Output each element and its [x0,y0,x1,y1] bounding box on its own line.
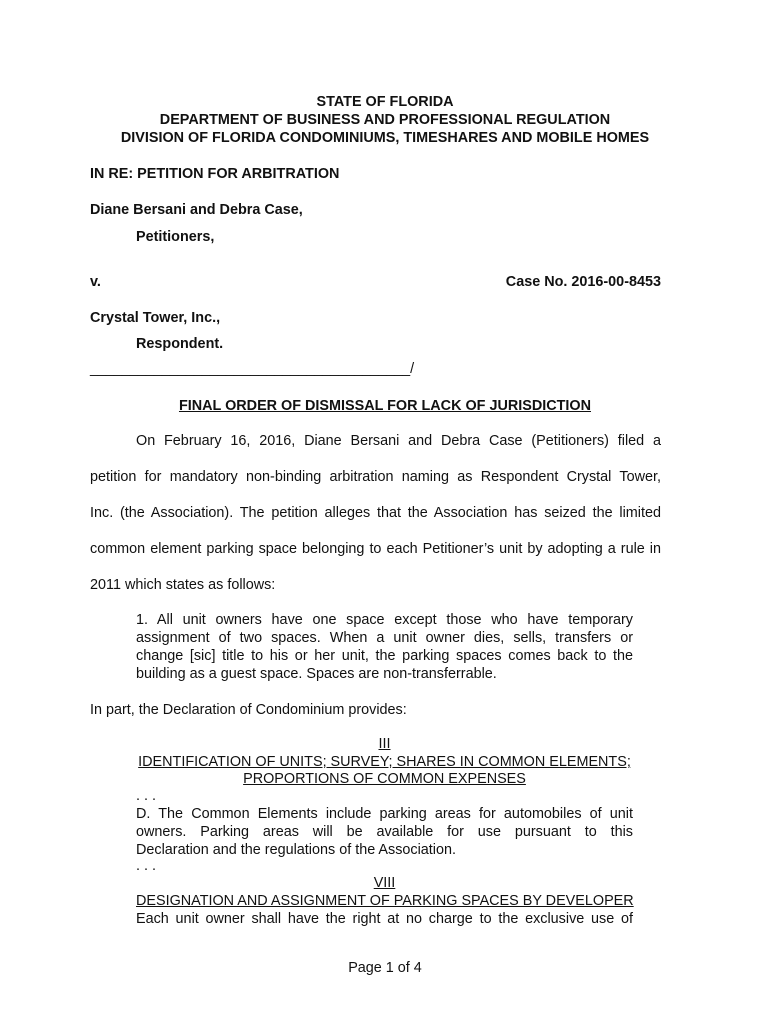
header-state: STATE OF FLORIDA [316,94,454,110]
caption-separator: ________________________________________/ [90,361,415,377]
quote-1-line-2: assignment of two spaces. When a unit owner dies, sells, transfers or [136,630,633,646]
page-number: Page 1 of 4 [348,960,422,976]
caption-in-re: IN RE: PETITION FOR ARBITRATION [90,166,340,182]
caption-petitioners-names: Diane Bersani and Debra Case, [90,202,303,218]
paragraph-1-line-3: Inc. (the Association). The petition alleges that the Association has seized the limited [90,505,661,521]
paragraph-1-line-4: common element parking space belonging to each Petitioner’s unit by adopting a rule in [90,541,661,557]
quote-1-line-1: 1. All unit owners have one space except those who have temporary [136,612,633,628]
quote-2-ellipsis-1: . . . [136,788,156,804]
quote-1-line-4: building as a guest space. Spaces are non-transferrable. [136,666,497,682]
quote-2-heading-number: III [378,736,391,752]
quote-2-heading-line-2: PROPORTIONS OF COMMON EXPENSES [243,771,526,787]
quote-1-line-3: change [sic] title to his or her unit, the parking spaces comes back to the [136,648,633,664]
case-number: Case No. 2016-00-8453 [505,274,661,290]
quote-2-text-line-1: D. The Common Elements include parking areas for automobiles of unit [136,806,633,822]
caption-versus: v. [90,274,101,290]
caption-respondent-label: Respondent. [136,336,224,352]
quote-2-heading-2-title: DESIGNATION AND ASSIGNMENT OF PARKING SPACES BY DEVELOPER [136,893,634,909]
quote-2-heading-line-1: IDENTIFICATION OF UNITS; SURVEY; SHARES IN COMMON ELEMENTS; [138,754,631,770]
quote-2-text-line-2: owners. Parking areas will be available for use pursuant to this [136,824,633,840]
caption-respondent-name: Crystal Tower, Inc., [90,310,221,326]
header-department: DEPARTMENT OF BUSINESS AND PROFESSIONAL REGULATION [159,112,611,128]
quote-2-ellipsis-2: . . . [136,858,156,874]
paragraph-1-line-2: petition for mandatory non-binding arbitration naming as Respondent Crystal Tower, [90,469,661,485]
quote-2-text-line-3: Declaration and the regulations of the Association. [136,842,456,858]
paragraph-2: In part, the Declaration of Condominium provides: [90,702,407,718]
paragraph-1-line-5: 2011 which states as follows: [90,577,276,593]
paragraph-1-line-1: On February 16, 2016, Diane Bersani and Debra Case (Petitioners) filed a [136,433,661,449]
order-title: FINAL ORDER OF DISMISSAL FOR LACK OF JURISDICTION [178,398,591,414]
caption-petitioners-label: Petitioners, [136,229,215,245]
header-division: DIVISION OF FLORIDA CONDOMINIUMS, TIMESHARES AND MOBILE HOMES [120,130,650,146]
quote-2-heading-2-number: VIII [373,875,396,891]
quote-2-last-line: Each unit owner shall have the right at no charge to the exclusive use of [136,911,633,927]
